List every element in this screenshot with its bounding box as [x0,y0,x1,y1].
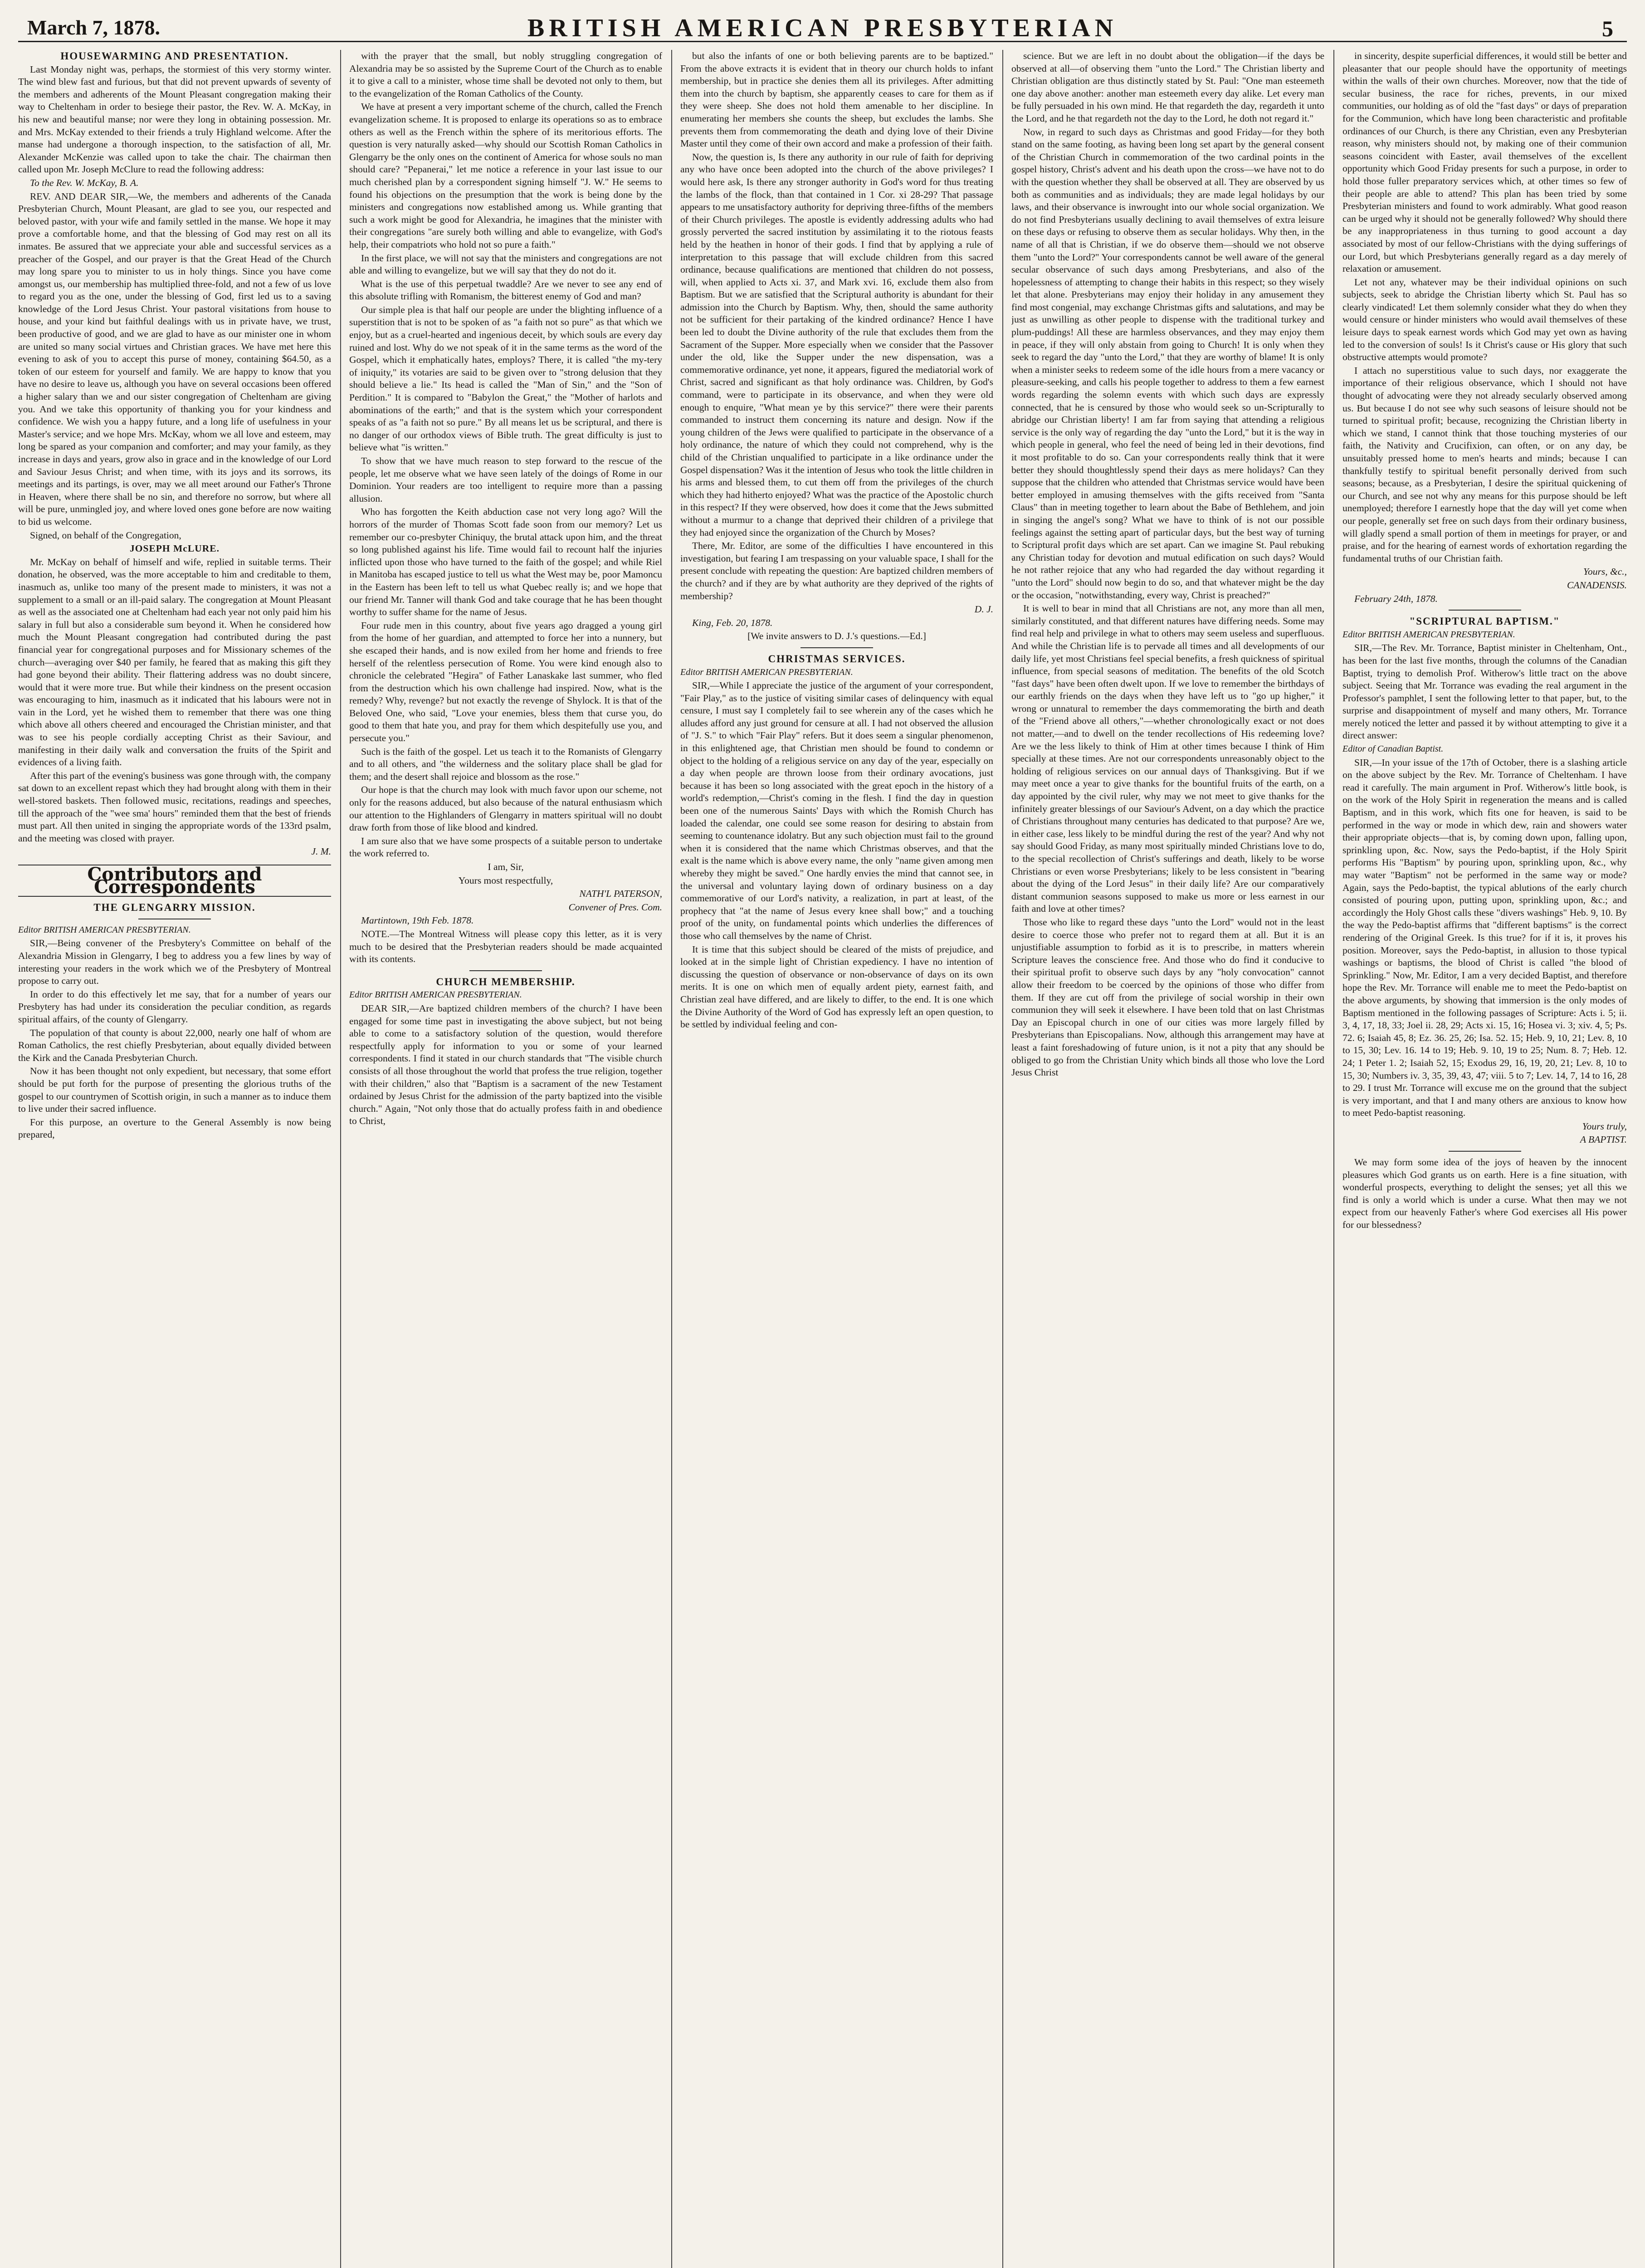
signature-name: NATH'L PATERSON, [579,888,662,899]
paragraph: DEAR SIR,—Are baptized children members of the church? I have been engaged for some time past in investigating the above subject, but not being able to come to a satisfactory solution of the question, would therefore respectfully apply for information to you or some of your learned correspondents. I find it stated in our church standards that "The visible church consists of all those throughout the world that profess the true religion, together with their children," also that "Baptism is a sacrament of the new Testament ordained by Jesus Christ for the admission of the party baptized into the visible church." Again, "Not only those that do actually profess faith in and obedience to Christ, [349,1002,662,1127]
note: NOTE.—The Montreal Witness will please copy this letter, as it is very much to be desired that the Presbyterian readers should be made acquainted with its contents. [349,928,662,965]
paragraph: I am sure also that we have some prospects of a suitable person to undertake the work referred to. [349,835,662,859]
signature-initials: D. J. [974,604,993,615]
paragraph: Who has forgotten the Keith abduction case not very long ago? Will the horrors of the murder of Thomas Scott fade soon from our memory? Let us remember our co-presbyter Chiniquy, the brutal attack upon him, and the threat so long published against his life. Time would fail to recount half the injuries inflicted upon those who have turned to the faith of the gospel; and while Riel in Manitoba has escaped justice to tell us what the West may be, poor Mamoncu in the Eastern has been left to tell us what Quebec really is; and we hope that our friend Mr. Tanner will thank God and take courage that he has been thought worthy to suffer shame for the name of Jesus. [349,506,662,618]
paragraph: For this purpose, an overture to the General Assembly is now being prepared, [18,1116,331,1140]
closing-line: Yours most respectfully, [458,875,553,886]
paragraph: SIR,—The Rev. Mr. Torrance, Baptist minister in Cheltenham, Ont., has been for the last five months, through the columns of the Canadian Baptist, trying to demolish Prof. Witherow's little tract on the above subject. Seeing that Mr. Torrance was evading the real argument in the Professor's pamphlet, I sent the following letter to that paper, but, to the surprise and disappointment of myself and many others, Mr. Torrance merely noticed the letter and passed it by without attempting to give it a direct answer: [1342,642,1627,741]
issue-date: March 7, 1878. [27,16,161,39]
editor-line: Editor BRITISH AMERICAN PRESBYTERIAN. [349,990,522,1000]
divider [1449,1151,1521,1152]
divider [801,647,873,648]
column-rule [340,50,341,2268]
article-heading-christmas: CHRISTMAS SERVICES. [768,653,906,665]
closing-line: Yours truly, [1582,1120,1627,1132]
paragraph: There, Mr. Editor, are some of the difficulties I have encountered in this investigation, but fearing I am trespassing on your valuable space, I shall for the present conclude with repeating the question: Are baptized children members of the church? and if they are by what authority are they deprived of the rights of membership? [680,540,993,601]
column-3 [680,50,993,2268]
editor-note: [We invite answers to D. J.'s questions.—Ed.] [747,631,926,642]
paragraph: Now it has been thought not only expedient, but necessary, that some effort should be put forth for the purpose of presenting the glorious truths of the gospel to our countrymen of Scottish origin, in such a manner as to induce them to live under their sacred influence. [18,1066,331,1114]
column-rule [1002,50,1003,2268]
paragraph: It is time that this subject should be cleared of the mists of prejudice, and looked at in the simple light of Christian expediency. I have no intention of discussing the question of observance or non-observance of days on its own merits. It is one on which men of equally ardent piety, earnest faith, and Christian zeal have differed, and are likely to differ, to the end. It is one which the Divine Authority of the Word of God has expressly left an open question, to be settled by individual feeling and con- [680,943,993,1030]
signature-name: CANADENSIS. [1567,579,1627,591]
article-heading-membership: CHURCH MEMBERSHIP. [436,976,576,987]
signature-initials: J. M. [311,846,331,857]
signature-name: JOSEPH McLURE. [130,543,220,554]
section-heading-contributors: Contributors and Correspondents [18,865,331,897]
paragraph: It is well to bear in mind that all Christians are not, any more than all men, similarly constituted, and that different natures have differing needs. Some may find real help and privilege in what to others may seem useless and superfluous. And while the Christian life is to pervade all times and all developments of our daily life, yet most Christians feel special benefits, a fresh quickness of spiritual influence, from special seasons of meditation. The benefits of the old Scotch "fast days" have been often dwelt upon. If we love to remember the birthdays of our earthly friends on the days when they have left us to "go up higher," it wrong or unnatural to remember the days commemorating the birth and death of the "Friend above all others,"—whether chronologically exact or not does not matter,—and to dwell on the tender recollections of His redeeming love? Are we the less likely to think of Him at other times because I think of Him specially at these times. Are not our correspondents unreasonably object to the holding of religious services on our annual days of Thanksgiving. But if we may meet once a year to give thanks for the bountiful fruits of the earth, on a day appointed by the civil ruler, why may we not meet to give thanks for the infinitely greater blessings of our Saviour's Advent, on a day which the practice of Christians throughout many centuries has dedicated to that purpose? Are we, in either case, less likely to be mindful during the rest of the year? And why not say should Good Friday, as many most spiritually minded Christians love to do, to the special recollection of Christ's sufferings and death, likely to be worse Christians or even worse Presbyterians; likely to be less consistent in "bearing about the dying of the Lord Jesus" in their daily life? Are our comparatively distant communion seasons supposed to make us more or less earnest in our faith and love at other times? [1011,603,1324,914]
editor-line: Editor BRITISH AMERICAN PRESBYTERIAN. [680,667,853,677]
signature-title: Convener of Pres. Com. [568,901,662,913]
closing-line: I am, Sir, [488,861,524,872]
newspaper-page [18,14,1627,2268]
paragraph: To show that we have much reason to step forward to the rescue of the people, let me observe what we have seen lately of the doings of Rome in our Dominion. Your readers are too intelligent to require more than a passing allusion. [349,455,662,504]
paragraph: The population of that county is about 22,000, nearly one half of whom are Roman Catholics, the rest chiefly Presbyterian, about equally divided between the Kirk and the Canada Presbyterian Church. [18,1027,331,1063]
page-number: 5 [1602,16,1613,41]
divider [1449,610,1521,611]
paragraph: SIR,—In your issue of the 17th of October, there is a slashing article on the above subject by the Rev. Mr. Torrance of Cheltenham. I have read it carefully. The main argument in Prof. Witherow's little book, is on the work of the Holy Spirit in regeneration the means and is called Baptism, and in this work, which fits one for heaven, is said to be performed in the way or mode in which dew, rain and showers water their appropriate objects—that is, by coming down upon, falling upon, sprinkling upon, &c. Now, says the Pedo-baptist, if the Holy Spirit performs His "Baptism" by pouring upon, sprinkling upon, &c., why may water "Baptism" not be performed in the same way or mode? Again, says the Pedo-baptist, the typical ablutions of the early church consisted of pouring upon, putting upon, sprinkling upon, &c.; and accordingly the Holy Ghost calls these "divers washings" Heb. 9, 10. By the way the Pedo-baptist affirms that "different baptisms" is the correct rendering of the Original Greek. Is this true? for if it is, it proves his position. Moreover, says the Pedo-baptist, in allusion to those typical washings or baptisms, the blood of Christ is called "the blood of Sprinkling." Now, Mr. Editor, I am a very decided Baptist, and therefore hope the Rev. Mr. Torrance will enable me to meet the Pedo-baptist on the above arguments, by showing that immersion is the only modes of Baptism mentioned in the following passages of Scripture: Acts i. 5; ii. 3, 4, 17, 18, 33; Joel ii. 28, 29; Acts xi. 15, 16; Hosea vi. 3; xiv. 4, 5; Ps. 72. 6; Isaiah 45, 8; Ez. 36. 25, 26; Isa. 52. 15; Heb. 9, 10, 21; Lev. 8, 10 to 15, 30; Lev. 16. 14 to 19; Heb. 9. 10, 19 to 25; Num. 8. 7; Heb. 12. 24; 1 Peter 1. 2; Isaiah 52, 15; Exodus 29, 16, 19, 20, 21; Lev. 8, 10 to 15, 30; Numbers iv. 3, 35, 39, 43, 47; viii. 5 to 7; Lev. 14, 7, 14 to 16, 28 to 29. I trust Mr. Torrance will excuse me on the ground that the subject is very important, and that I and many others are anxious to know how to meet Pedo-baptist reasoning. [1342,757,1627,1119]
paragraph: Our simple plea is that half our people are under the blighting influence of a superstition that is not to be spoken of as "a faith not so pure" as that which we enjoy, but as a cruel-hearted and ingenious deceit, by which souls are every day ruined and lost. Why do we not speak of it in the same terms as the word of the Gospel, which it emphatically hates, employs? There, it is called "the my-tery of iniquity," its votaries are said to be given over to "strong delusion that they should believe a lie." Its head is called the "Man of Sin," and the "Son of Perdition." It is compared to "Babylon the Great," the "Mother of harlots and abominations of the earth;" and that is the system which your correspondent speaks of as "a faith not so pure." By all means let us be scriptural, and there is no danger of our orthodox views of Bible truth. The great difficulty is just to believe what "is written." [349,304,662,453]
paragraph: After this part of the evening's business was gone through with, the company sat down to an excellent repast which they had brought along with them in their well-stored baskets. Then followed music, recitations, readings and speeches, till the approach of the "wee sma' hours" reminded them that the best of friends must part. All then united in singing the appropriate words of the 133rd psalm, and the meeting was closed with prayer. [18,770,331,844]
divider [469,970,542,971]
paragraph: Let not any, whatever may be their individual opinions on such subjects, seek to abridge the Christian liberty which St. Paul has so clearly vindicated! Let them solemnly consider what they do when they would censure or hinder ministers who would avail themselves of these leisure days to speak earnest words which God may yet own as having led to the conversion of souls! Is it Christ's cause or His glory that such obstructive attempts would promote? [1342,276,1627,363]
paragraph: Last Monday night was, perhaps, the stormiest of this very stormy winter. The wind blew fast and furious, but that did not prevent upwards of seventy of the members and adherents of the Mount Pleasant congregation making their way to Cheltenham in order to besiege their pastor, the Rev. W. A. McKay, in his new and beautiful manse; nor were they long in obtaining possession. Mr. and Mrs. McKay extended to their friends a truly Highland welcome. After the manse had undergone a thorough inspection, to the satisfaction of all, Mr. Alexander McKenzie was called upon to take the chair. The chairman then called upon Mr. Joseph McClure to read the following address: [18,64,331,175]
dateline: February 24th, 1878. [1354,593,1438,604]
paragraph: Such is the faith of the gospel. Let us teach it to the Romanists of Glengarry and to all others, and "the wilderness and the solitary place shall be glad for them; and the desert shall rejoice and blossom as the rose." [349,746,662,782]
address-salutation: To the Rev. W. McKay, B. A. [30,177,139,188]
paragraph: What is the use of this perpetual twaddle? Are we never to see any end of this absolute trifling with Romanism, the bitterest enemy of God and man? [349,278,662,302]
paragraph: Signed, on behalf of the Congregation, [30,529,181,541]
closing-line: Yours, &c., [1583,566,1627,577]
paragraph: Mr. McKay on behalf of himself and wife, replied in suitable terms. Their donation, he observed, was the more acceptable to him and creditable to them, inasmuch as, unlike too many of the present made to ministers, it was not a supplement to a small or an ill-paid salary. The congregation at Mount Pleasant as well as the associated one at Cheltenham had each year not only paid him his salary in full but also a considerable sum beyond it. When he considered how much the Mount Pleasant congregation had contributed during the past financial year for congregational purposes and for Missionary schemes of the church—averaging over $40 per family, he feared that as making this gift they had gone beyond their ability. Their flattering address was no doubt sincere, would that it were more true. But while their kindness on the present occasion was encouraging to him, inasmuch as it indicated that his labours were not in vain in the Lord, yet he wished them to remember that there was one thing which above all others cheered and encouraged the Christian minister, and that was to see his people cordially accepting Christ as their Saviour, and manifesting in their daily walk and conversation the fruits of the Spirit and evidences of a living faith. [18,556,331,768]
paragraph: Those who like to regard these days "unto the Lord" would not in the least desire to coerce those who prefer not to regard them at all. But it is an unjustifiable assumption to forbid as it is to prescribe, in matters wherein Scripture leaves the conscience free. And those who do find it conducive to their spiritual profit to observe such days by any "holy convocation" cannot allow their freedom to be coerced by the opinions of those who differ from them. If they are cut off from the privilege of social worship in their own communion they will seek it elsewhere. I have been told that on last Christmas Day an Episcopal church in one of our cities was more largely filled by Presbyterians than Episcopalians. Now, although this arrangement may have at least a faint foreshadowing of future union, is it not a pity that any should be obliged to go from the Christian Unity which binds all those who love the Lord Jesus Christ [1011,916,1324,1078]
paragraph: We have at present a very important scheme of the church, called the French evangelization scheme. It is proposed to enlarge its operations so as to embrace others as well as the French within the sphere of its meritorious efforts. The question is very naturally asked—why should our Scottish Roman Catholics in Glengarry be the only ones on the continent of America for whose souls no man should care? "Pepanerai," let me notice a reference in your last issue to our much cherished plan by a correspondent signing himself "J. W." He seems to found his objections on the presumption that the work is being done by the ministers and congregations now established among us. While granting that such a work might be good for Alexandria, he imagines that the minister with their congregations "are surely both willing and able to evangelize, with God's help, their compatriots who hold not so pure a faith." [349,101,662,250]
paragraph: In the first place, we will not say that the ministers and congregations are not able and willing to evangelize, but we will say that they do not do it. [349,252,662,276]
paragraph: We may form some idea of the joys of heaven by the innocent pleasures which God grants us on earth. Here is a fine situation, with wonderful prospects, everything to delight the senses; yet all this we find is only a world which is under a curse. What then may we not expect from our heavenly Father's where God exercises all His power for our blessedness? [1342,1157,1627,1231]
paragraph: Our hope is that the church may look with much favor upon our scheme, not only for the reasons adduced, but also because of the natural enthusiasm which our attention to the Highlanders of Glengarry in matters spiritual will no doubt draw forth from those of like blood and kindred. [349,784,662,833]
columns [18,50,1627,2268]
column-4 [1011,50,1324,2268]
paragraph: REV. AND DEAR SIR,—We, the members and adherents of the Canada Presbyterian Church, Mount Pleasant, are glad to see you, our respected and beloved pastor, with your wife and family settled in the manse. We hope it may prove a comfortable home, and that the blessing of God may rest on all its inmates. Be assured that we appreciate your able and successful services as a preacher of the Gospel, and our prayer is that the Great Head of the Church may long spare you to minister to us in holy things. Since you have come amongst us, our membership has multiplied three-fold, and not a few of us love to regard you as the one, under the blessing of God, first led us to a saving knowledge of the Lord Jesus Christ. Your pastoral visitations from house to house, and your kind but faithful dealings with us in private have, we trust, been productive of good, and we are glad to have as our minister one in whom are united so many social virtues and Christian graces. We have met here this evening to ask of you to accept this purse of money, containing $64.50, as a token of our esteem for yourself and family. We are happy to know that you have no desire to leave us, although you have on several occasions been offered a higher salary than we and our sister congregation of Cheltenham are giving you. And we take this opportunity of thanking you for your kindness and confidence. We wish you a happy future, and a long life of usefulness in your Master's service; and we hope Mrs. McKay, whom we all love and esteem, may long be spared as your companion and comforter; and may your family, as they increase in days and years, grow also in grace and in the knowledge of our Lord and Saviour Jesus Christ; and when time, with its joys and its sorrows, its meetings and its partings, is over, may we all meet around our Father's Throne in Heaven, where there shall be no sin, and therefore no sorrow, but where all will be pure, unmingled joy, and where loved ones gone before are now waiting to bid us welcome. [18,191,331,527]
dateline: King, Feb. 20, 1878. [692,617,773,628]
column-rule [1333,50,1334,2268]
editor-line: Editor of Canadian Baptist. [1342,744,1444,754]
article-heading-housewarming: HOUSEWARMING AND PRESENTATION. [60,50,289,62]
masthead [18,14,1627,42]
column-1 [18,50,331,2268]
column-rule [671,50,672,2268]
paragraph: with the prayer that the small, but nobly struggling congregation of Alexandria may be so assisted by the Supreme Court of the Church as to enable it to give a call to a minister, whose time shall be devoted not only to them, but to the evangelization of the Roman Catholics of the County. [349,50,662,99]
column-5 [1342,50,1627,2268]
article-heading-baptism: "SCRIPTURAL BAPTISM." [1409,616,1560,627]
newspaper-title: BRITISH AMERICAN PRESBYTERIAN [527,14,1118,42]
paragraph: In order to do this effectively let me say, that for a number of years our Presbytery has had under its consideration the peculiar condition, as regards spiritual affairs, of the county of Glengarry. [18,988,331,1025]
paragraph: in sincerity, despite superficial differences, it would still be better and pleasanter that our people should have the opportunity of meetings within the walls of their own churches. Moreover, now that the tide of secular business, the race for riches, prevents, in our mixed communities, our holding as of old the "fast days" or days of preparation for the Communion, which have long been characteristic and profitable ordinances of our Church, is there any Christian, even any Presbyterian reason, why ministers should not, by making one of their communion seasons coincident with Easter, avail themselves of the excellent opportunity which Good Friday presents for such a purpose, in order to hold those fuller preparatory services which, at other times so few of their people are able to attend? This plan has been tried by some Presbyterian ministers and found to work admirably. What good reason can be urged why it should not be generally followed? Why should there be any inappropriateness in thus turning to good account a day associated by most of our fellow-Christians with the dying sufferings of our Lord, but which Presbyterians generally regard as a day merely of relaxation or amusement. [1342,50,1627,274]
paragraph: Four rude men in this country, about five years ago dragged a young girl from the home of her guardian, and attempted to force her into a nunnery, but she escaped their hands, and is now exiled from her home and friends to free herself of the relentless persecution of Rome. You were kind enough also to chronicle the celebrated "Hegira" of Father Lanaskake last summer, who fled from the destruction which his own challenge had inspired. Now, what is the remedy? Why, revenge? but not exactly the revenge of Shylock. It is that of the Beloved One, who said, "Love your enemies, bless them that curse you, do good to them that hate you, and pray for them which despitefully use you, and persecute you." [349,620,662,744]
dateline: Martintown, 19th Feb. 1878. [361,915,474,926]
column-2 [349,50,662,2268]
paragraph: science. But we are left in no doubt about the obligation—if the days be observed at all—of observing them "unto the Lord." The Christian liberty and Christian obligation are thus distinctly stated by St. Paul: "One man esteemeth one day above another: another man esteemeth every day alike. Let every man be fully persuaded in his own mind. He that regardeth the day, regardeth it unto the Lord, and he that regardeth not the day to the Lord, he doth not regard it." [1011,50,1324,124]
article-heading-glengarry: THE GLENGARRY MISSION. [93,902,256,914]
paragraph: SIR,—Being convener of the Presbytery's Committee on behalf of the Alexandria Mission in Glengarry, I beg to address you a few lines by way of interesting your readers in the work which we of the Presbytery of Montreal propose to carry out. [18,938,331,987]
editor-line: Editor BRITISH AMERICAN PRESBYTERIAN. [18,924,191,935]
paragraph: Now, in regard to such days as Christmas and good Friday—for they both stand on the same footing, as having been long set apart by the general consent of the Christian Church in commemoration of the two cardinal points in the gospel history, Christ's advent and his death upon the cross—we have not to do with the question whether they shall be observed at all. They are observed by us both as communities and as individuals; they are made legal holidays by our laws, and their observance is inwrought into our whole social organization. We do not find Presbyterians usually declining to avail themselves of extra leisure on these days or refusing to observe them as secular holidays. Why then, in the name of all that is Christian, if we do observe them—should we not observe them "unto the Lord?" Your correspondents cannot be well aware of the general secular observance of such days among Presbyterians, and also of the hopelessness of attempting to change their habits in this respect; so they wisely let that alone. Presbyterians may enjoy their holiday in any amusement they find most congenial, may exchange Christmas gifts and salutations, and may be just as unwilling as other people to dispense with the traditional turkey and plum-puddings! All these are harmless observances, and they may enjoy them in peace, if they will only abstain from going to Church! It is only when they seek to regard the day "unto the Lord," that they are worthy of blame! It is only when a minister seeks to redeem some of the idle hours from a mere vacancy or pleasure-seeking, and calls his people together to address to them a few earnest words regarding the solemn events with which such days are expressly connected, that he is censured by those who would seek so un-Scripturally to abridge our Christian liberty! I am far from saying that attending a religious service is the only way of regarding the day "unto the Lord," but it is the way in which people in general, who feel the need of being led in their devotions, find it most profitable to do so. Can your correspondents really think that it were better they should thoughtlessly spend their days as mere holidays? Can they suppose that the children who attended that Christmas service would have been better employed in amusing themselves with the gifts received from "Santa Claus" than in meeting together to learn about the Babe of Bethlehem, and join in singing the angel's song? What we have to think of is not our possible feelings against the setting apart of particular days, but the best way of turning to Scriptural profit days which are set apart. Can we imagine St. Paul rebuking any Christian today for devotion and mutual edification on such days? Would he not rather rejoice that any who had regarded the day without regarding it "unto the Lord" should now begin to do so, and that whatever might be the day or the occasion, "notwithstanding, every way, Christ is preached?" [1011,126,1324,601]
editor-line: Editor BRITISH AMERICAN PRESBYTERIAN. [1342,629,1515,640]
paragraph: but also the infants of one or both believing parents are to be baptized." From the above extracts it is evident that in theory our church holds to infant membership, but in practice she denies them all its privileges. After admitting them into the church by baptism, she apparently ceases to care for them as if they were sheep. She does not hold them amenable to her discipline. In enumerating her members she counts the sheep, but excludes the lambs. She prevents them from commemorating the death and dying love of their Divine Master until they come of their own accord and make a profession of their faith. [680,50,993,149]
paragraph: SIR,—While I appreciate the justice of the argument of your correspondent, "Fair Play," as to the justice of visiting similar cases of delinquency with equal censure, I must say I completely fail to see wherein any of the cases which he alludes afford any just ground for censure at all. I had not observed the allusion of "J. S." to which "Fair Play" refers. But it does seem a singular phenomenon, in this enlightened age, that Christian men should be found to condemn or object to the holding of a religious service on any day of the year, especially on a day when people are thrown loose from their ordinary avocations, just because it has been so long associated with the great epoch in the history of a world's redemption,—Christ's coming in the flesh. I find the day in question been one of the numerous Saints' Days with which the Romish Church has loaded the calendar, one could see some reason for desiring to abstain from seeming to countenance idolatry. But any such objection must fail to the ground when it is considered that the name which Christmas observes, and that the exalt is the name which is above every name, the only "name given among men whereby they might be saved." One hardly envies the mind that cannot see, in the universal and voluntary laying down of ordinary business on a day commemorative of our Lord's nativity, a realization, in part at least, of the prophecy that "at the name of Jesus every knee shall bow;" and a touching proof of the unity, on fundamental points which underlies the differences of those who call themselves by the name of Christ. [680,680,993,941]
signature-name: A BAPTIST. [1580,1134,1627,1145]
paragraph: Now, the question is, Is there any authority in our rule of faith for depriving any who have once been adopted into the church of the above privileges? I would here ask, Is there any stronger authority in God's word for thus treating the lambs of the flock, than that contained in 1 Cor. xi 28-29? That passage appears to me unsatisfactory authority for depriving three-fifths of the members of their Church privileges. The apostle is evidently addressing adults who had grossly perverted the sacred institution by assimilating it to the riotous feasts held by the heathen in honor of their gods. I find that by applying a rule of interpretation to this passage that will exclude children from this sacred ordinance, because qualifications are mentioned that children do not possess, will, when applied to Acts xi. 37, and Mark xvi. 16, exclude them also from Baptism. But we are satisfied that the Scriptural authority is abundant for their admission into the Church by Baptism. Why, then, should the same authority not be sufficient for their partaking of the kindred ordinance? Hence I have been led to doubt the Divine authority of the rule that excludes them from the Sacrament of the Supper. More especially when we consider that the Passover under the old, like the Supper under the new dispensation, was a commemorative ordinance, yet none, it appears, figured the mediatorial work of Christ, sacred and significant as that holy ordinance was. Children, by God's command, were to participate in its observance, and when they were old enough to enquire, "What mean ye by this service?" there were their parents commanded to instruct them concerning its nature and design. Now if the young children of the Jews were qualified to participate in the observance of a holy ordinance, the nature of which they could not comprehend, why is the child of the Christian unqualified to participate in a like ordinance under the Gospel dispensation? Was it the intention of Jesus who took the little children in his arms and blessed them, to cut them off from the privileges of the church which they had hitherto enjoyed? What was the practice of the Apostolic church in this respect? If they were observed, how does it come that the Jews submitted without a murmur to a change that deprived their children of a privilege that they had enjoyed since the organization of the Church by Moses? [680,151,993,538]
paragraph: I attach no superstitious value to such days, nor exaggerate the importance of their religious observance, which I should not have thought of advocating were they not already secularly observed among us. But because I do not see why such seasons of leisure should not be turned to spiritual profit; because, recognizing the Christian liberty in which we stand, I cannot think that those touching mysteries of our faith, the Nativity and Crucifixion, can often, or on any day, be unsuitably pressed home to men's hearts and minds; because I can thankfully testify to spiritual benefit personally derived from such seasons; because, as a Presbyterian, I desire the spiritual quickening of our Church, and see not why any means for this purpose should be left unemployed; therefore I earnestly hope that the day will yet come when our people, generally set free on such days from their ordinary business, will gladly spend a small portion of them in meetings for prayer, or and praise, and for the hearing of earnest words of exhortation regarding the fundamental truths of our Christian faith. [1342,365,1627,564]
